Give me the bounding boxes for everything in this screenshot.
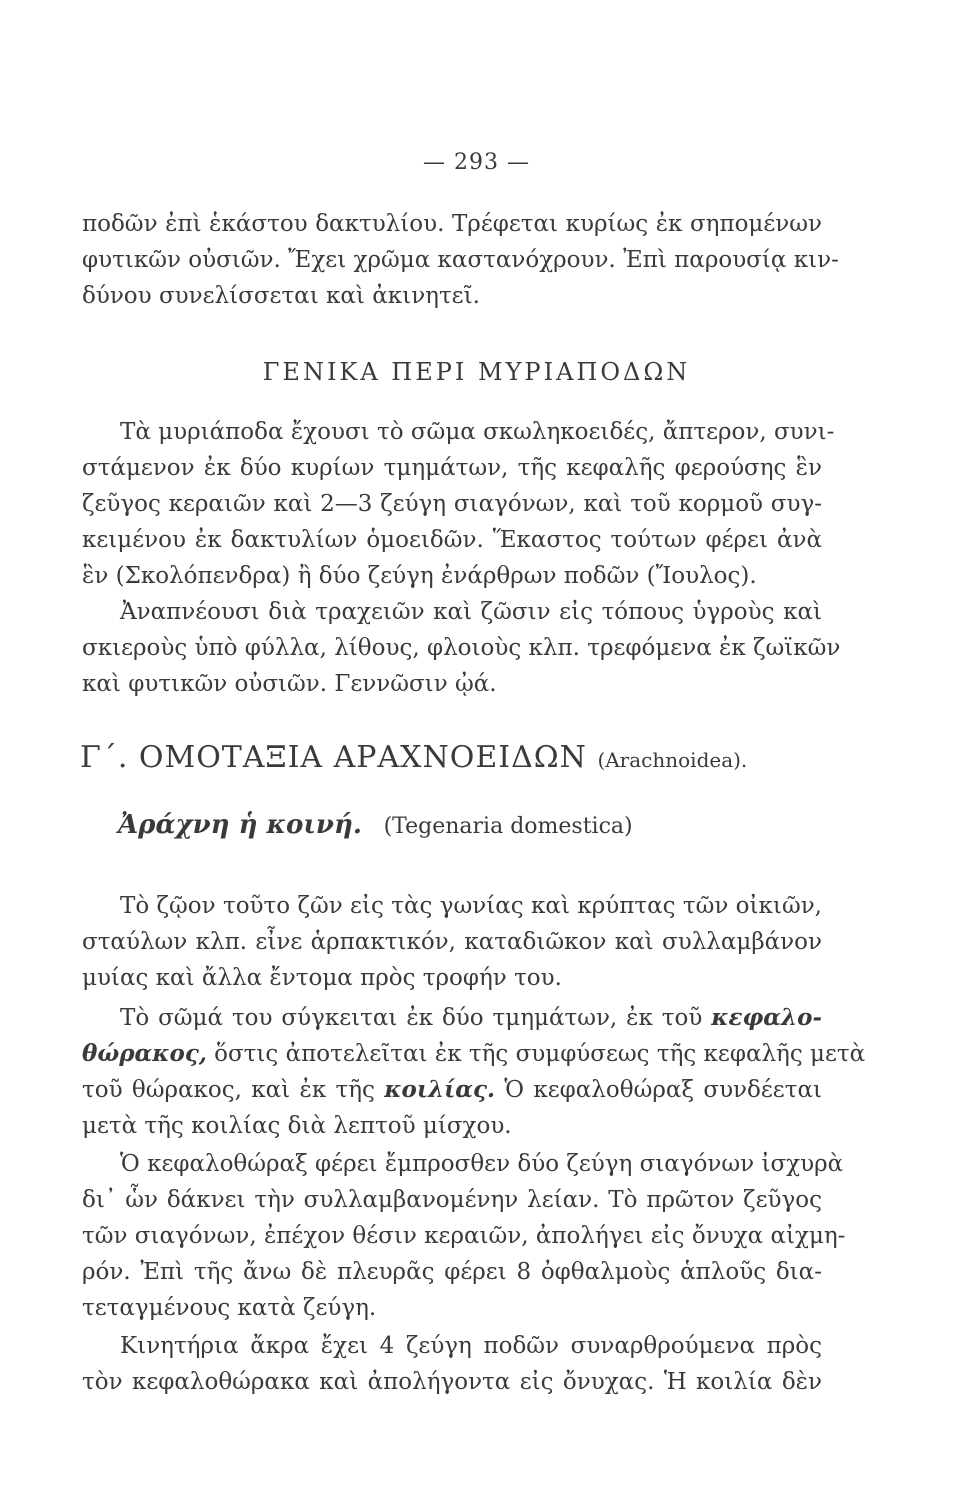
intro-paragraph (82, 206, 839, 314)
term-cephalothorax-end: θώρακος, (82, 1040, 207, 1067)
class-heading-latin: (Arachnoidea). (597, 748, 748, 772)
text-line: ἓν (Σκολόπενδρα) ἢ δύο ζεύγη ἐνάρθρων ποδῶν (Ἴουλος). (82, 563, 757, 589)
text-line: τῶν σιαγόνων, ἐπέχον θέσιν κεραιῶν, ἀπολήγει εἰς ὄνυχα αἰχμη- (82, 1223, 846, 1249)
myriapods-paragraph (82, 414, 841, 702)
text-line: τεταγμένους κατὰ ζεύγη. (82, 1295, 377, 1321)
text-line: δύνου συνελίσσεται καὶ ἀκινητεῖ. (82, 283, 480, 309)
species-heading (118, 810, 633, 840)
text-span: τοῦ θώρακος, καὶ ἐκ τῆς (82, 1077, 375, 1103)
text-line: κειμένου ἐκ δακτυλίων ὁμοειδῶν. Ἕκαστος τούτων φέρει ἀνὰ (82, 527, 822, 553)
text-line: στάμενον ἐκ δύο κυρίων τμημάτων, τῆς κεφαλῆς φερούσης ἓν (82, 455, 822, 481)
page-number: — 293 — (423, 150, 530, 175)
spider-paragraph-1 (82, 888, 822, 996)
term-cephalothorax: κεφαλο- (711, 1004, 823, 1031)
text-line: Τὰ μυριάποδα ἔχουσι τὸ σῶμα σκωληκοειδές, ἄπτερον, συνι- (120, 419, 835, 445)
text-line: Ὁ κεφαλοθώραξ φέρει ἔμπροσθεν δύο ζεύγη σιαγόνων ἰσχυρὰ (120, 1151, 844, 1177)
class-heading (80, 740, 747, 775)
text-line: καὶ φυτικῶν οὐσιῶν. Γεννῶσιν ᾠά. (82, 671, 497, 697)
text-line (82, 1036, 866, 1072)
text-line: Τὸ ζῷον τοῦτο ζῶν εἰς τὰς γωνίας καὶ κρύπτας τῶν οἰκιῶν, (120, 893, 822, 919)
text-line (82, 1000, 822, 1036)
text-span: Ὁ κεφαλοθώραξ συνδέεται (494, 1077, 822, 1103)
text-line: ποδῶν ἐπὶ ἑκάστου δακτυλίου. Τρέφεται κυρίως ἐκ σηπομένων (82, 211, 822, 237)
text-line: Κινητήρια ἄκρα ἔχει 4 ζεύγη ποδῶν συναρθρούμενα πρὸς (120, 1333, 822, 1359)
text-line: μυίας καὶ ἄλλα ἔντομα πρὸς τροφήν του. (82, 965, 562, 991)
text-line: Ἀναπνέουσι διὰ τραχειῶν καὶ ζῶσιν εἰς τόπους ὑγροὺς καὶ (120, 599, 822, 625)
text-line: μετὰ τῆς κοιλίας διὰ λεπτοῦ μίσχου. (82, 1113, 512, 1139)
text-line: σταύλων κλπ. εἶνε ἁρπακτικόν, καταδιῶκον καὶ συλλαμβάνον (82, 929, 822, 955)
text-line (82, 1072, 822, 1108)
text-line: δι᾽ ὧν δάκνει τὴν συλλαμβανομένην λείαν. Τὸ πρῶτον ζεῦγος (82, 1187, 822, 1213)
spider-paragraph-4 (82, 1328, 822, 1400)
text-line: ρόν. Ἐπὶ τῆς ἄνω δὲ πλευρᾶς φέρει 8 ὀφθαλμοὺς ἁπλοῦς δια- (82, 1259, 822, 1285)
spider-paragraph-3 (82, 1146, 846, 1326)
spider-paragraph-2 (82, 1000, 866, 1144)
species-heading-greek: Ἀράχνη ἡ κοινή. (118, 810, 362, 840)
text-line: ζεῦγος κεραιῶν καὶ 2—3 ζεύγη σιαγόνων, καὶ τοῦ κορμοῦ συγ- (82, 491, 822, 517)
text-line: φυτικῶν οὐσιῶν. Ἔχει χρῶμα καστανόχρουν. Ἐπὶ παρουσίᾳ κιν- (82, 247, 839, 273)
text-span: Τὸ σῶμά του σύγκειται ἐκ δύο τμημάτων, ἐκ τοῦ (120, 1005, 703, 1031)
section-heading-myriapods: ΓΕΝΙΚΑ ΠΕΡΙ ΜΥΡΙΑΠΟΔΩΝ (262, 358, 691, 386)
class-heading-greek: Γ΄. ΟΜΟΤΑΞΙΑ ΑΡΑΧΝΟΕΙΔΩΝ (80, 740, 587, 775)
text-span: ὅστις ἀποτελεῖται ἐκ τῆς συμφύσεως τῆς κεφαλῆς μετὰ (206, 1041, 866, 1067)
species-heading-latin: (Tegenaria domestica) (383, 814, 633, 839)
term-abdomen: κοιλίας. (384, 1076, 495, 1103)
text-line: σκιεροὺς ὑπὸ φύλλα, λίθους, φλοιοὺς κλπ. τρεφόμενα ἐκ ζωϊκῶν (82, 635, 841, 661)
text-line: τὸν κεφαλοθώρακα καὶ ἀπολήγοντα εἰς ὄνυχας. Ἡ κοιλία δὲν (82, 1369, 822, 1395)
